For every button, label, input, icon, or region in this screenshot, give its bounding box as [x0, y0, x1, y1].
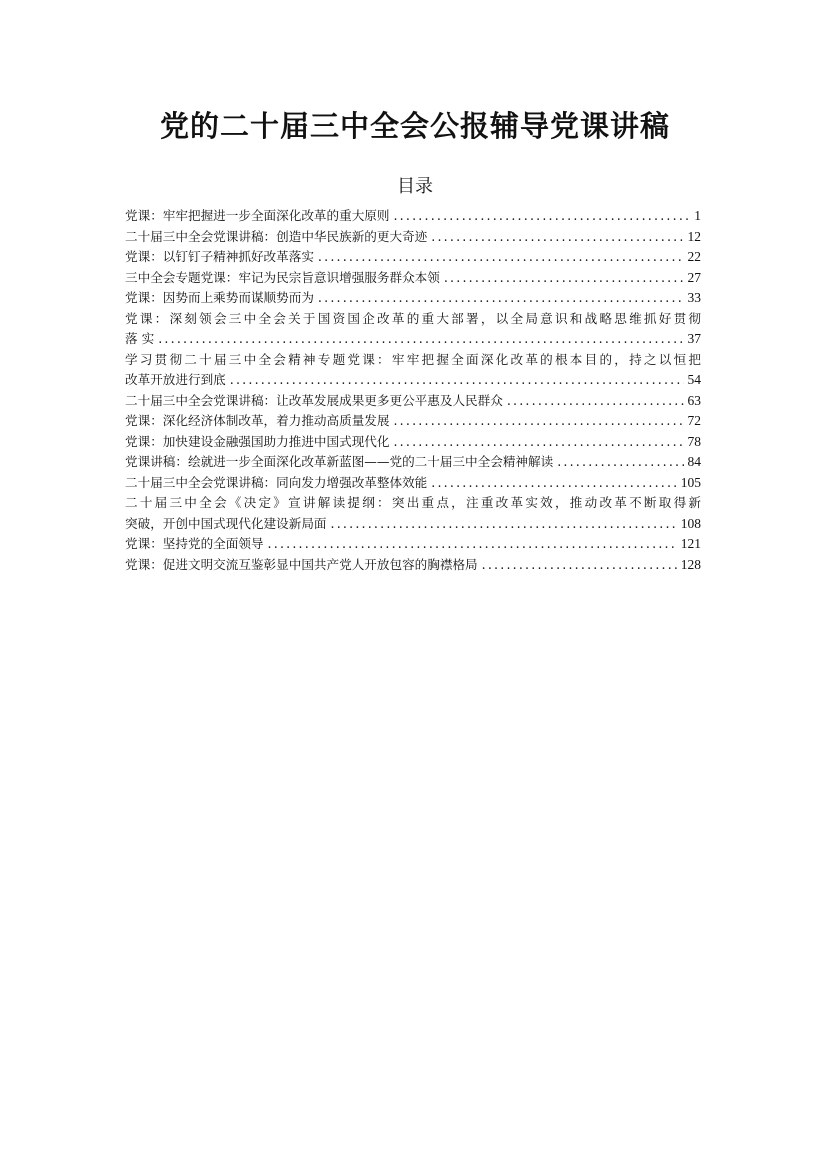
dot-leader [482, 555, 677, 576]
toc-entry-title: 党课：坚持党的全面领导 [125, 536, 264, 551]
dot-leader [268, 534, 677, 555]
toc-entry-page: 33 [687, 290, 701, 305]
dot-leader [318, 288, 684, 309]
dot-leader [431, 227, 683, 248]
toc-entry[interactable] [125, 432, 701, 453]
toc-entry-first-line: 二十届三中全会《决定》宣讲解读提纲：突出重点，注重改革实效，推动改革不断取得新 [125, 495, 701, 510]
dot-leader [393, 411, 683, 432]
toc-entry-page: 1 [694, 208, 701, 223]
dot-leader [431, 473, 677, 494]
toc-entry[interactable] [125, 247, 701, 268]
toc-entry-page: 121 [680, 536, 701, 551]
toc-entry-title: 突破，开创中国式现代化建设新局面 [125, 515, 327, 531]
dot-leader [393, 432, 683, 453]
dot-leader [393, 206, 690, 227]
dot-leader [444, 268, 684, 289]
toc-entry-page: 27 [687, 269, 701, 285]
dot-leader [318, 247, 684, 268]
toc-entry-title: 党课：以钉钉子精神抓好改革落实 [125, 249, 314, 264]
toc-entry-title: 三中全会专题党课：牢记为民宗旨意识增强服务群众本领 [125, 269, 440, 285]
toc-entry-title: 党课：促进文明交流互鉴彰显中国共产党人开放包容的胸襟格局 [125, 556, 478, 572]
toc-entry-title: 党课：牢牢把握进一步全面深化改革的重大原则 [125, 208, 390, 223]
dot-leader [331, 514, 677, 535]
toc-entry-title: 二十届三中全会党课讲稿：创造中华民族新的更大奇迹 [125, 228, 428, 244]
toc-entry[interactable] [125, 309, 701, 350]
toc-entry[interactable] [125, 473, 701, 494]
toc-entry-title: 党课：因势而上乘势而谋顺势而为 [125, 290, 314, 305]
table-of-contents [125, 206, 701, 575]
toc-entry-page: 84 [687, 454, 701, 469]
toc-entry[interactable] [125, 493, 701, 534]
toc-entry-page: 37 [687, 331, 701, 346]
toc-entry-title: 二十届三中全会党课讲稿：让改革发展成果更多更公平惠及人民群众 [125, 392, 503, 408]
toc-entry-page: 105 [680, 474, 701, 490]
toc-entry-page: 128 [680, 556, 701, 572]
toc-entry-title: 党课讲稿：绘就进一步全面深化改革新蓝图——党的二十届三中全会精神解读 [125, 454, 554, 469]
dot-leader [230, 370, 684, 391]
toc-entry[interactable] [125, 350, 701, 391]
toc-entry[interactable] [125, 391, 701, 412]
toc-entry-title: 党课：深化经济体制改革，着力推动高质量发展 [125, 413, 390, 428]
toc-entry[interactable] [125, 268, 701, 289]
toc-entry-page: 72 [687, 413, 701, 428]
dot-leader [557, 452, 683, 473]
toc-entry-title: 落 实 [125, 331, 155, 346]
toc-entry-first-line: 党课：深刻领会三中全会关于国资国企改革的重大部署，以全局意识和战略思维抓好贯彻 [125, 310, 701, 326]
toc-entry[interactable] [125, 288, 701, 309]
toc-entry[interactable] [125, 534, 701, 555]
toc-entry-page: 63 [687, 392, 701, 408]
toc-entry-title: 改革开放进行到底 [125, 372, 226, 387]
toc-entry[interactable] [125, 555, 701, 576]
toc-entry-page: 12 [687, 228, 701, 244]
toc-entry-page: 108 [680, 515, 701, 531]
document-title: 党的二十届三中全会公报辅导党课讲稿 [159, 109, 670, 143]
toc-entry-page: 78 [687, 433, 701, 449]
toc-entry-title: 党课：加快建设金融强国助力推进中国式现代化 [125, 433, 390, 449]
dot-leader [158, 329, 683, 350]
toc-entry[interactable] [125, 411, 701, 432]
toc-entry-page: 54 [687, 372, 701, 387]
toc-heading: 目录 [397, 176, 433, 197]
toc-entry[interactable] [125, 452, 701, 473]
dot-leader [507, 391, 684, 412]
toc-entry-title: 二十届三中全会党课讲稿：同向发力增强改革整体效能 [125, 474, 428, 490]
toc-entry[interactable] [125, 227, 701, 248]
toc-entry-page: 22 [687, 249, 701, 264]
toc-entry-first-line: 学习贯彻二十届三中全会精神专题党课：牢牢把握全面深化改革的根本目的，持之以恒把 [125, 351, 701, 367]
toc-entry[interactable] [125, 206, 701, 227]
